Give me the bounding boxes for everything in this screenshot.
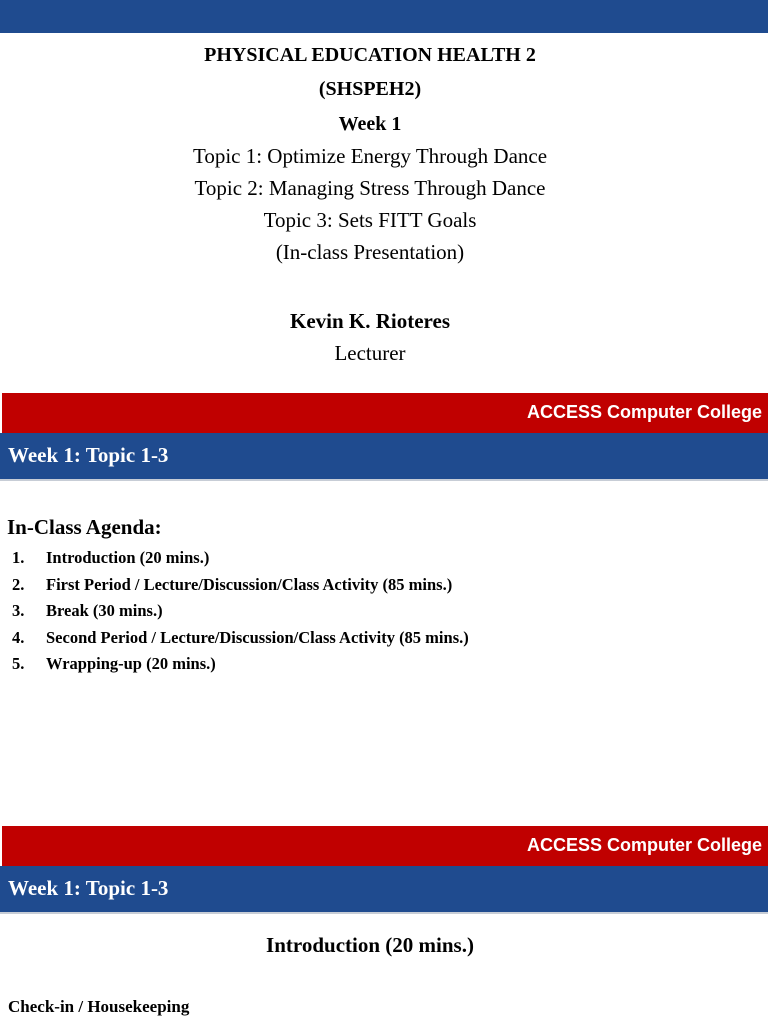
lecturer-role: Lecturer bbox=[334, 341, 406, 365]
agenda-number: 1. bbox=[12, 548, 25, 567]
section-subheading: Check-in / Housekeeping bbox=[8, 997, 190, 1016]
agenda-item bbox=[12, 598, 469, 625]
college-banner bbox=[2, 826, 768, 866]
topic-1: Topic 1: Optimize Energy Through Dance bbox=[192, 144, 548, 168]
agenda-number: 4. bbox=[12, 627, 25, 647]
week-label: Week 1 bbox=[338, 113, 402, 135]
course-code: (SHSPEH2) bbox=[318, 78, 422, 100]
lecturer-name: Kevin K. Rioteres bbox=[289, 309, 450, 333]
agenda-text: Break (30 mins.) bbox=[46, 601, 163, 621]
agenda-title: In-Class Agenda: bbox=[7, 515, 162, 539]
agenda-list bbox=[12, 545, 469, 678]
header-shadow bbox=[0, 912, 768, 914]
agenda-number: 5. bbox=[12, 654, 25, 674]
college-name: ACCESS Computer College bbox=[526, 402, 762, 422]
week-topic-heading: Week 1: Topic 1-3 bbox=[8, 876, 169, 900]
section-heading: Introduction (20 mins.) bbox=[266, 933, 474, 957]
topic-3: Topic 3: Sets FITT Goals bbox=[263, 208, 477, 232]
agenda-text: Second Period / Lecture/Discussion/Class Activity (85 mins.) bbox=[46, 627, 469, 647]
agenda-item bbox=[12, 651, 469, 678]
week-header-bar bbox=[0, 866, 768, 912]
presentation-note: (In-class Presentation) bbox=[275, 240, 465, 264]
agenda-number: 3. bbox=[12, 601, 25, 621]
agenda-item bbox=[12, 572, 469, 599]
course-title: PHYSICAL EDUCATION HEALTH 2 bbox=[204, 44, 536, 66]
agenda-text: Introduction (20 mins.) bbox=[46, 548, 210, 567]
agenda-item bbox=[12, 545, 469, 572]
top-blue-bar bbox=[0, 0, 768, 33]
agenda-text: Wrapping-up (20 mins.) bbox=[46, 654, 216, 674]
agenda-text: First Period / Lecture/Discussion/Class Activity (85 mins.) bbox=[46, 574, 453, 594]
week-topic-heading: Week 1: Topic 1-3 bbox=[8, 443, 169, 467]
agenda-item bbox=[12, 625, 469, 652]
header-shadow bbox=[0, 479, 768, 481]
college-banner bbox=[2, 393, 768, 433]
college-name: ACCESS Computer College bbox=[526, 835, 762, 855]
week-header-bar bbox=[0, 433, 768, 479]
topic-2: Topic 2: Managing Stress Through Dance bbox=[194, 176, 546, 200]
agenda-number: 2. bbox=[12, 574, 25, 594]
